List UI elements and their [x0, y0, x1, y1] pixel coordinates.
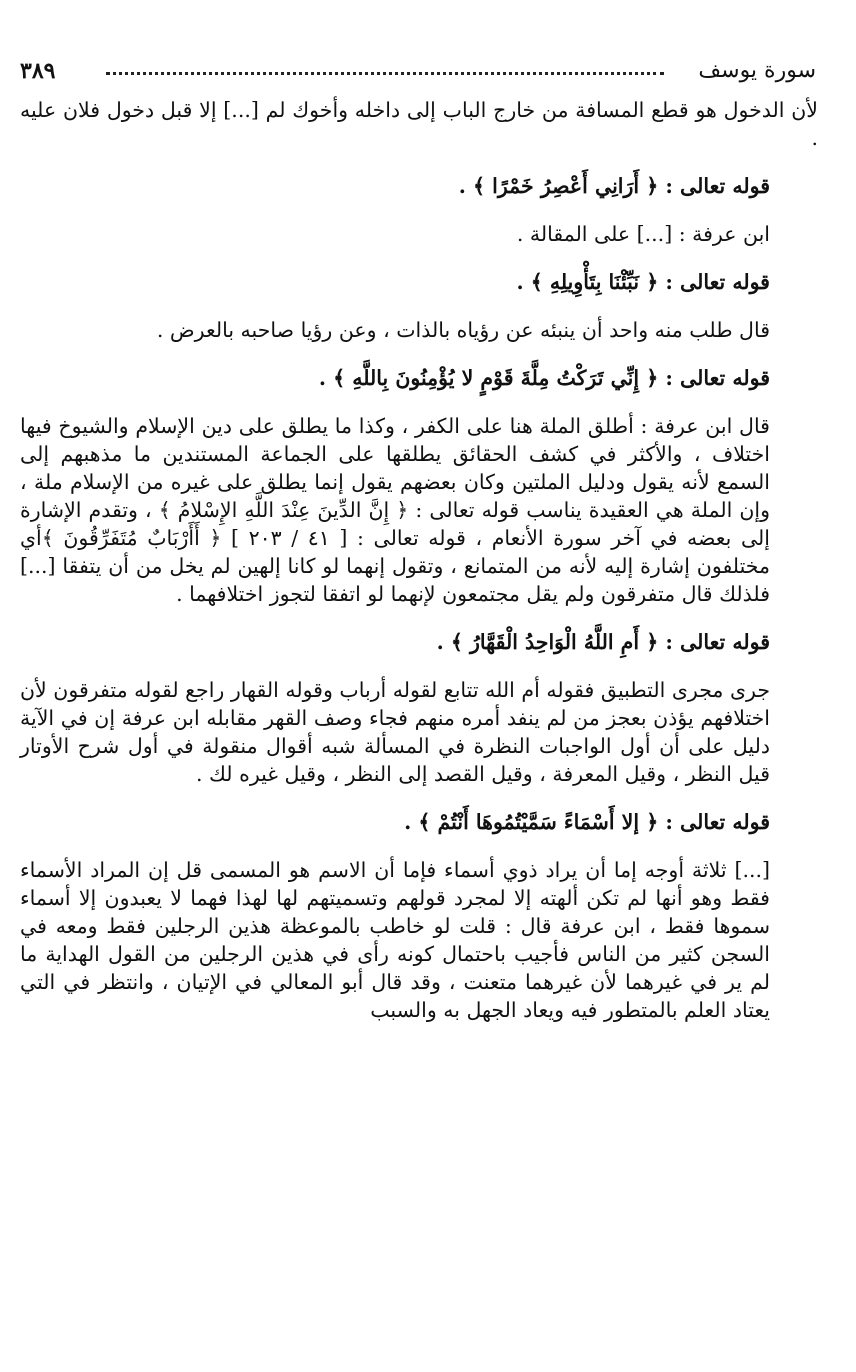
paragraph: قال طلب منه واحد أن ينبئه عن رؤياه بالذات ، وعن رؤيا صاحبه بالعرض .: [156, 318, 770, 342]
verse-line: قوله تعالى : ﴿ أَمِ اللَّهُ الْوَاحِدُ الْقَهَّارُ ﴾ .: [436, 630, 770, 654]
paragraph: لأن الدخول هو قطع المسافة من خارج الباب إلى داخله وأخوك لم [...] إلا قبل دخول فلان عليه .: [20, 98, 818, 150]
running-title: سورة يوسف: [698, 58, 816, 83]
page-header: [20, 54, 816, 88]
page-number: ٣٨٩: [20, 58, 56, 84]
verse-line: قوله تعالى : ﴿ أَرَانِي أَعْصِرُ خَمْرًا ﴾ .: [458, 174, 770, 198]
paragraph: [...] ثلاثة أوجه إما أن يراد ذوي أسماء فإما أن الاسم هو المسمى قل إن المراد الأسماء فقط وهو أنها لم تكن ألهته إلا لمجرد قولهم وتسميتهم لها لهذا فهما لا يعبدون إلا أسماء سموها فقط ، ابن عرفة قال : قلت لو خاطب بالموعظة هذين الرجلين فقط ومعه في السجن كثير من الناس فأجيب باحتمال كونه رأى في هذين الرجلين من القول الهداية ما لم ير في غيرهما لأن غيرهما متعنت ، وقد قال أبو المعالي في الإتيان ، وانتظر في التي يعتاد العلم بالمتطور فيه ويعاد الجهل به والسبب: [20, 858, 770, 1022]
paragraph: قال ابن عرفة : أطلق الملة هنا على الكفر ، وكذا ما يطلق على دين الإسلام والشيوخ فيها اختلاف ، والأكثر في كشف الحقائق يطلقها على الجماعة المستندين ما مذهبهم إلى السمع لأنه يقول ودليل الملتين وكان بعضهم يقول إنما يطلق على غيره من الإسلام ملة ، وإن الملة هي العقيدة يناسب قوله تعالى : ﴿ إِنَّ الدِّينَ عِنْدَ اللَّهِ الإِسْلامُ ﴾ ، وتقدم الإشارة إلى بعضه في آخر سورة الأنعام ، قوله تعالى : [ ٤١ / ٢٠٣ ] ﴿ أَأَرْبَابٌ مُتَفَرِّقُونَ ﴾أي مختلفون إشارة إليه لأنه من المتمانع ، وتقول إنهما لو كانا إلهين لم يخل من أن يتفقا [...] فلذلك قال متفرقون ولم يقل مجتمعون لإنهما لو اتفقا لتجوز اختلافهما .: [20, 414, 770, 606]
paragraph: ابن عرفة : [...] على المقالة .: [516, 222, 770, 246]
paragraph: جرى مجرى التطبيق فقوله أم الله تتابع لقوله أرباب وقوله القهار راجع لقوله متفرقون لأن اختلافهم يؤذن بعجز من لم ينفد أمره منهم فجاء وصف القهر مقابله ابن عرفة إن في الآية دليل على أن أول الواجبات النظرة في المسألة شبه أقوال منقولة في أول شرح الأوتار قيل النظر ، وقيل المعرفة ، وقيل القصد إلى النظر ، وقيل غيره لك .: [20, 678, 770, 786]
verse-line: قوله تعالى : ﴿ إِنِّي تَرَكْتُ مِلَّةَ قَوْمٍ لا يُؤْمِنُونَ بِاللَّهِ ﴾ .: [318, 366, 770, 390]
verse-line: قوله تعالى : ﴿ إلا أَسْمَاءً سَمَّيْتُمُوهَا أَنْتُمْ ﴾ .: [404, 810, 770, 834]
page-body: [20, 96, 818, 1024]
header-dotted-leader: [106, 72, 664, 75]
verse-line: قوله تعالى : ﴿ نَبِّئْنَا بِتَأْوِيلِهِ ﴾ .: [516, 270, 770, 294]
